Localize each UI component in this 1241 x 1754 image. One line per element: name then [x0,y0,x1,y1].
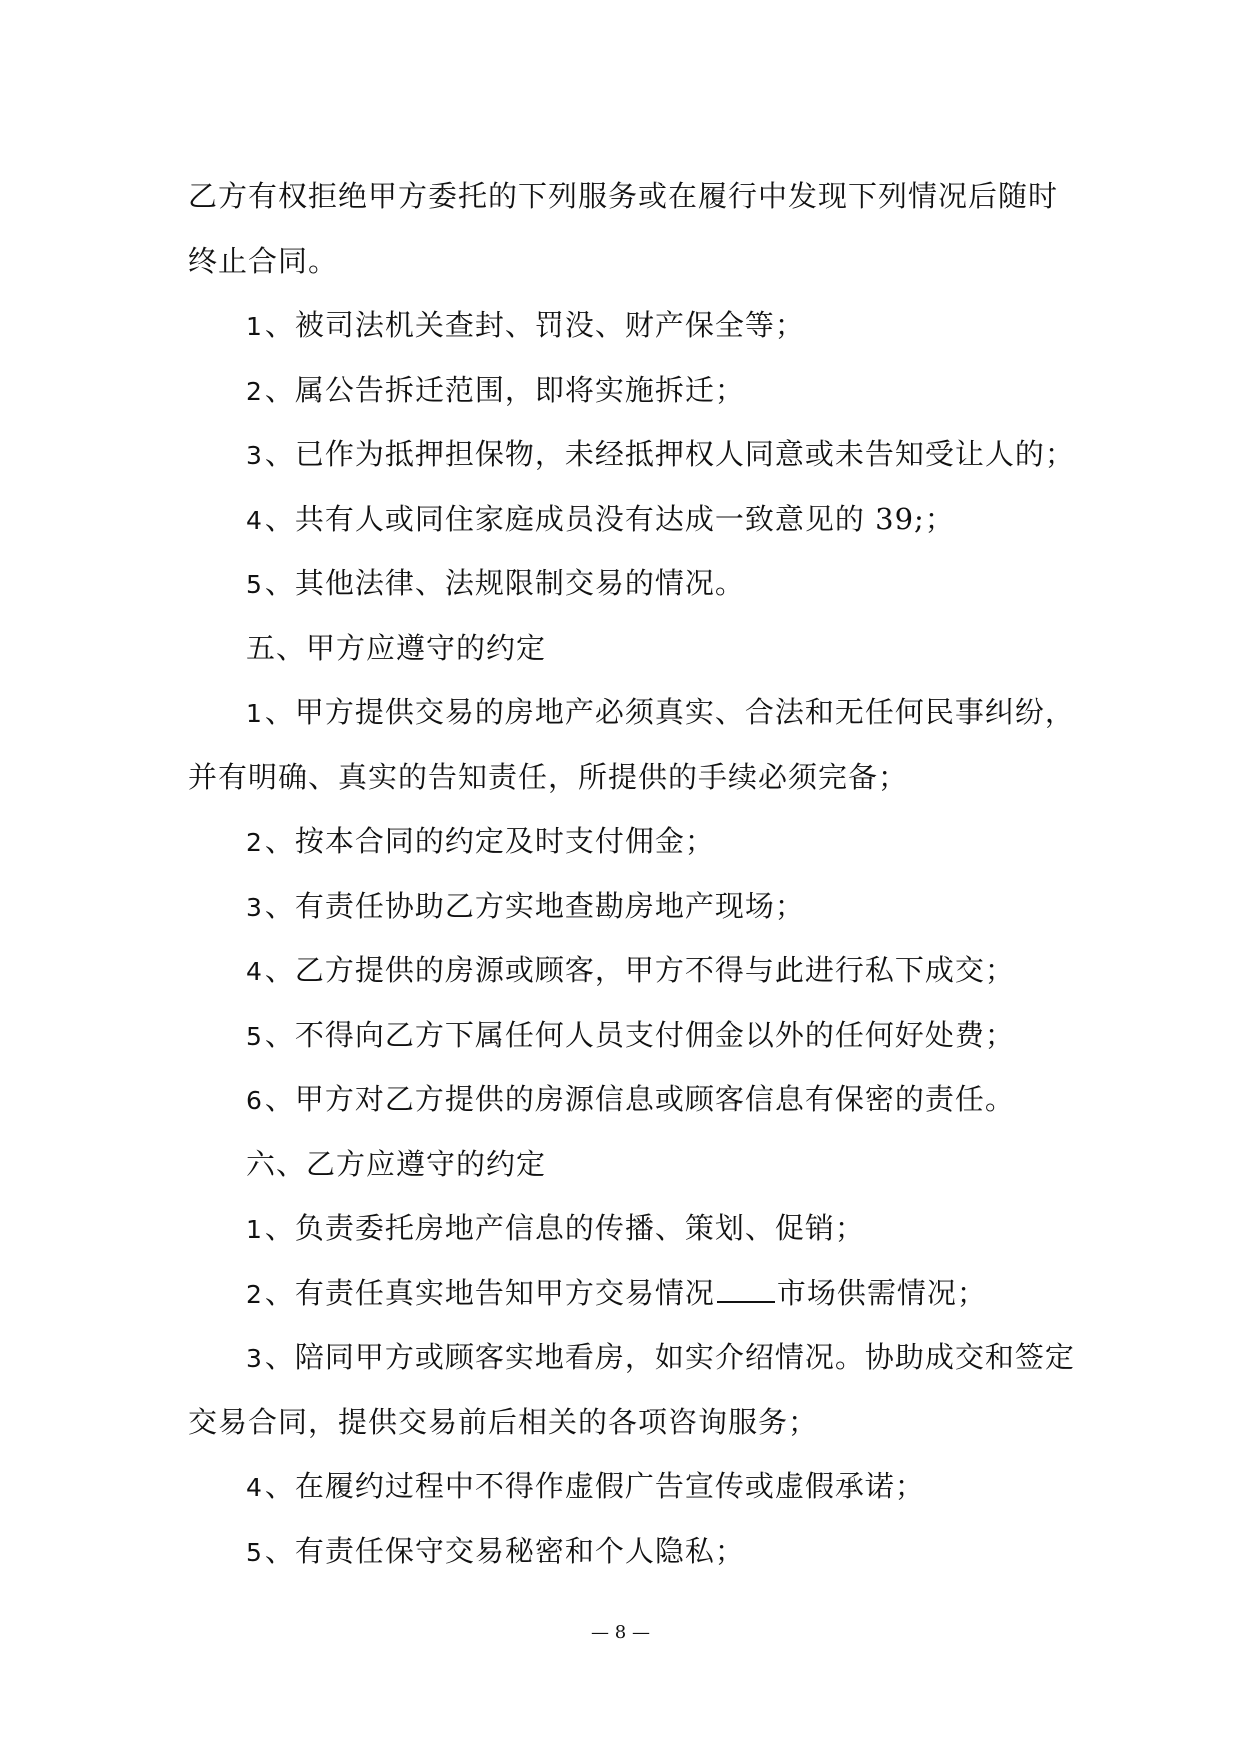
item-text: 、按本合同的约定及时支付佣金； [264,824,715,858]
item-number: 3 [246,1344,263,1373]
list-item [188,487,1068,552]
item-number: 5 [246,1021,263,1051]
list-item [188,1261,1068,1326]
list-item [188,809,1068,874]
list-item [188,551,1068,616]
section-heading: 六、乙方应遵守的约定 [246,1146,547,1181]
item-text: 、被司法机关查封、罚没、财产保全等； [264,308,805,342]
item-number: 2 [246,376,263,406]
item-text: 、属公告拆迁范围，即将实施拆迁； [264,372,745,407]
list-item [188,358,1068,423]
item-text: 、乙方提供的房源或顾客，甲方不得与此进行私下成交； [264,953,1015,987]
item-number: 5 [246,570,263,599]
item-text: 、有责任协助乙方实地查勘房地产现场； [264,888,805,923]
item-text: 、其他法律、法规限制交易的情况。 [264,566,745,600]
list-item [188,293,1068,358]
item-text: 、有责任真实地告知甲方交易情况 [264,1275,715,1310]
item-number: 4 [246,1473,263,1502]
item-number: 4 [246,957,263,986]
item-text-after-blank: 市场供需情况； [776,1275,987,1310]
list-item [188,874,1068,939]
item-number: 1 [246,312,263,341]
list-item [188,1067,1068,1132]
item-number: 2 [246,1279,263,1309]
item-text: 、负责委托房地产信息的传播、策划、促销； [264,1211,865,1245]
list-item [188,680,1075,745]
document-body [188,164,1075,1583]
fill-in-blank [717,1277,775,1303]
item-number: 3 [246,892,263,922]
paragraph-line: 终止合同。 [188,243,339,278]
section-heading: 五、甲方应遵守的约定 [246,630,547,665]
page-number: — 8 — [591,1622,650,1643]
list-item-continuation: 交易合同，提供交易前后相关的各项咨询服务； [188,1404,819,1439]
list-item [188,938,1068,1003]
list-item [188,1454,1068,1519]
list-item [188,1325,1075,1390]
item-text: 、有责任保守交易秘密和个人隐私； [264,1533,745,1568]
list-item [188,1196,1068,1261]
list-item [188,422,1075,487]
item-text: 、已作为抵押担保物，未经抵押权人同意或未告知受让人的； [264,437,1075,471]
item-text: 、甲方提供交易的房地产必须真实、合法和无任何民事纠纷， [264,695,1075,729]
list-item [188,1519,1068,1584]
item-text: 、陪同甲方或顾客实地看房，如实介绍情况。协助成交和签定 [264,1340,1075,1374]
list-item [188,1003,1068,1068]
list-item-continuation: 并有明确、真实的告知责任，所提供的手续必须完备； [188,759,909,794]
item-number: 6 [246,1086,263,1115]
item-number: 2 [246,828,263,857]
item-text: 、共有人或同住家庭成员没有达成一致意见的 39;； [264,501,955,536]
item-number: 4 [246,505,263,535]
item-number: 1 [246,1215,263,1244]
item-text: 、在履约过程中不得作虚假广告宣传或虚假承诺； [264,1469,925,1503]
item-number: 5 [246,1537,263,1567]
paragraph-line: 乙方有权拒绝甲方委托的下列服务或在履行中发现下列情况后随时 [188,179,1059,213]
item-number: 1 [246,699,263,728]
item-text: 、甲方对乙方提供的房源信息或顾客信息有保密的责任。 [264,1082,1015,1116]
item-number: 3 [246,441,263,470]
item-text: 、不得向乙方下属任何人员支付佣金以外的任何好处费； [264,1017,1015,1052]
